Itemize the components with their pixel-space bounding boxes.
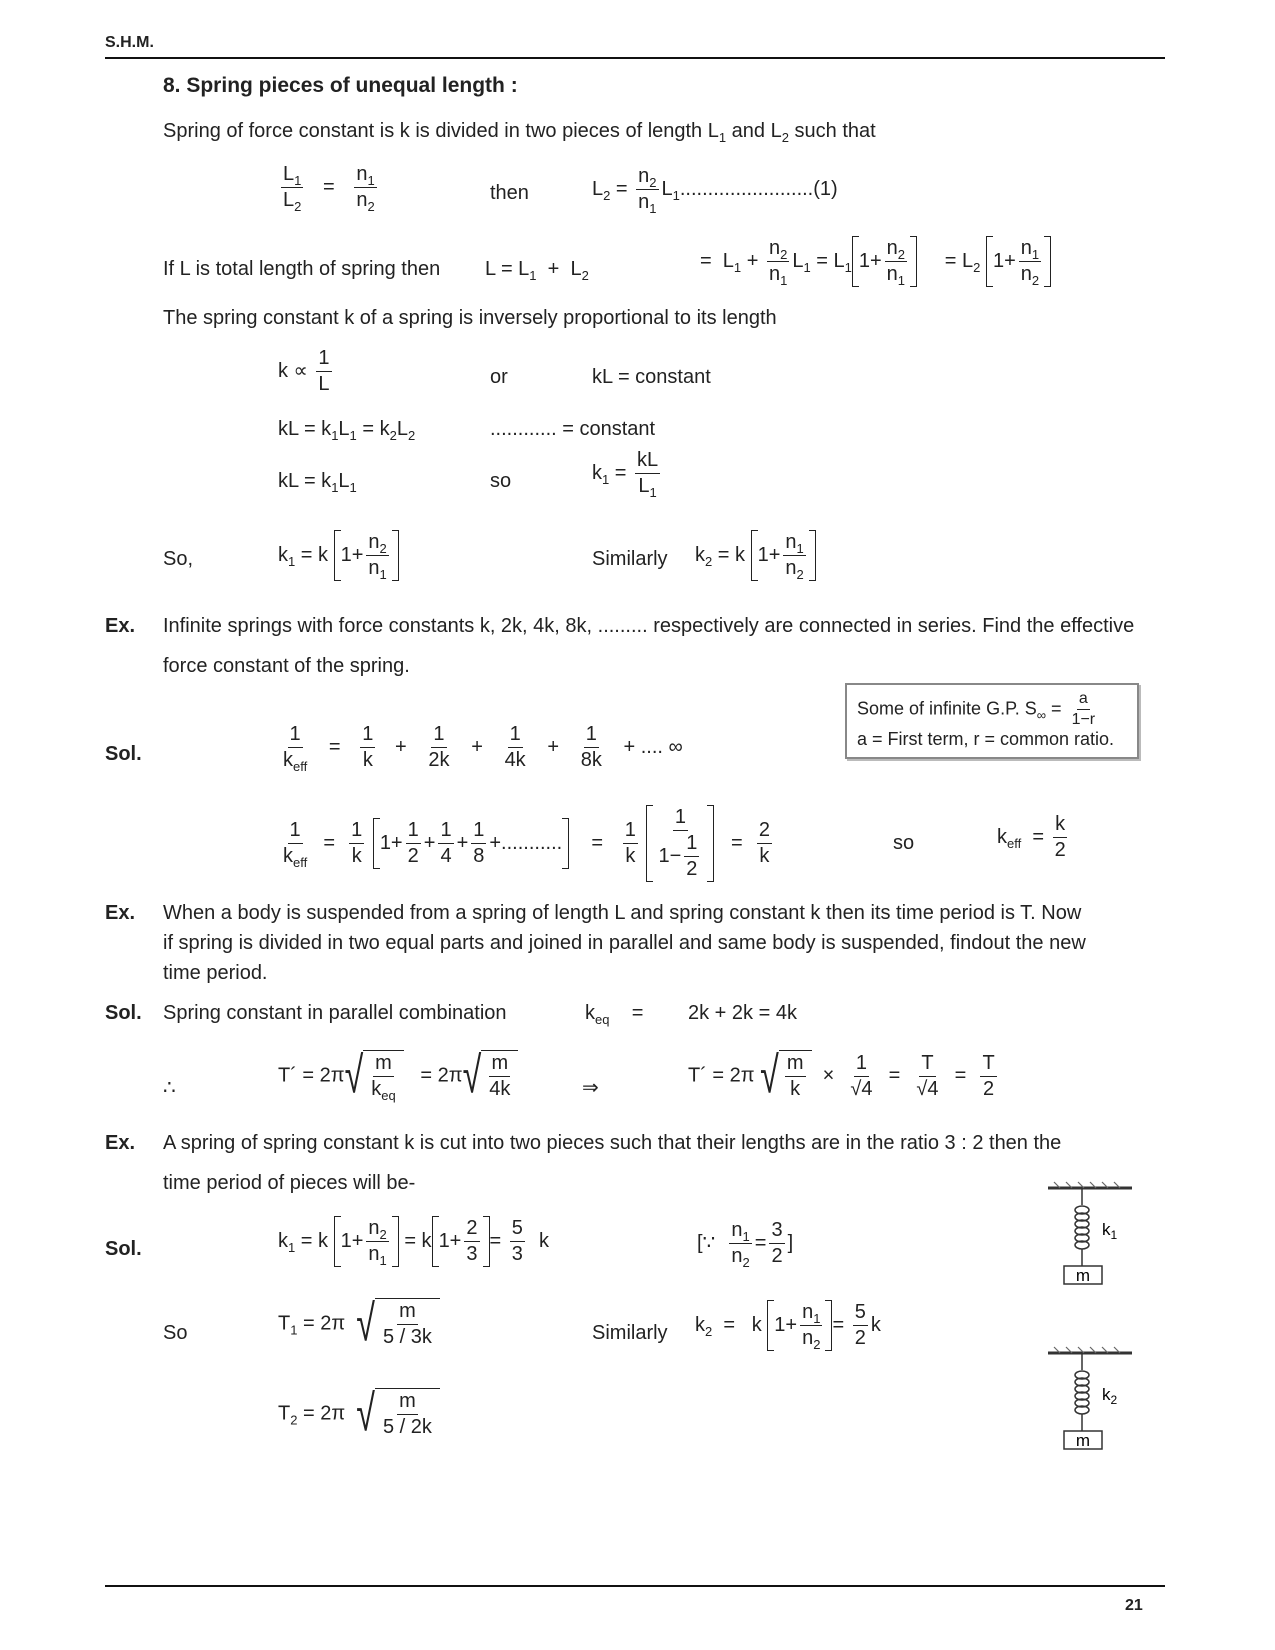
kl-product-eq: kL = $k_1L_1 = k_2L_2$ (278, 418, 416, 443)
t2-eq: $T_2 = 2\pi$ √ $\frac{m}{5 / 2k}$ (278, 1388, 440, 1440)
similarly-label: Similarly (592, 548, 668, 570)
gp-sum-formula: Some of infinite G.P. $S_\infty$ = $\frac{a}{1-r}$ (857, 690, 1096, 728)
new-period-result: T´ = 2π √ $\frac{m}{k}$ × $\frac{1}{√4}$ = $\frac{T}{√4}$ = $\frac{T}{2}$ (688, 1047, 995, 1105)
spring-k2-diagram (1040, 1345, 1150, 1455)
ex1-question-line1: Infinite springs with force constants k, 2k, 4k, 8k, ......... respectively are connected in series. Find the effective (163, 615, 1135, 637)
spring-k1-diagram (1040, 1180, 1150, 1290)
kl-k1l1: kL = $k_1L_1$ (278, 470, 357, 495)
ratio-given: [∵ $\frac{n_1}{n_2}$ = $\frac{3}{2}$ ] (697, 1219, 794, 1270)
eq-1: $L_2$ = $\frac{n_2}{n_1}$ $L_1........................(1)$ (592, 165, 838, 216)
ratio-equation: $\frac{L_1}{L_2}$ = $\frac{n_1}{n_2}$ (283, 163, 375, 214)
total-length-text: If L is total length of spring then (163, 258, 441, 280)
t1-eq: $T_1 = 2\pi$ √ $\frac{m}{5 / 3k}$ (278, 1298, 440, 1350)
new-period-eq: T´ = 2π √ $\frac{m}{k_{eq}}$ = 2π √ $\frac{m}{4k}$ (278, 1050, 518, 1102)
spring-coil (1075, 1371, 1089, 1414)
so-label: so (490, 470, 512, 492)
ex2-question-line2: if spring is divided in two equal parts and joined in parallel and same body is suspended, findout the new (163, 932, 1086, 954)
total-length-eq: $L = L_1 + L_2$ (485, 258, 589, 283)
therefore-symbol: ∴ (163, 1077, 176, 1099)
footer-rule (105, 1585, 1165, 1587)
k1-cut-eq: $k_1 = k$ 1+ $\frac{n_2}{n_1}$ = k 1+ $\frac{2}{3}$ = $\frac{5}{3}$ k (278, 1217, 549, 1268)
keq-value: 2k + 2k = 4k (688, 1002, 797, 1024)
k1-result: $k_1 = k$ 1+ $\frac{n_2}{n_1}$ (278, 530, 399, 581)
k1-formula: $k_1$ = $\frac{kL}{L_1}$ (592, 449, 659, 500)
inverse-statement: The spring constant k of a spring is inversely proportional to its length (163, 307, 777, 329)
keff-result: $k_{eff}$ = $\frac{k}{2}$ (997, 813, 1066, 861)
ex3-question-line1: A spring of spring constant k is cut into two pieces such that their lengths are in the ratio 3 : 2 then the (163, 1132, 1062, 1154)
ex3-so-label: So (163, 1322, 188, 1344)
page-number: 21 (1125, 1597, 1143, 1614)
ex2-sol-label: Sol. (105, 1002, 142, 1024)
kl-constant: kL = constant (592, 366, 711, 388)
so-comma: So, (163, 548, 194, 570)
ex3-question-line2: time period of pieces will be- (163, 1172, 416, 1194)
header-rule (105, 57, 1165, 59)
ex2-sol-text: Spring constant in parallel combination (163, 1002, 507, 1024)
ex1-question-line2: force constant of the spring. (163, 655, 410, 677)
ex1-sol-label: Sol. (105, 743, 142, 765)
mass-label: m (1075, 1266, 1091, 1285)
intro-line: Spring of force constant is k is divided in two pieces of length $L_1$ and $L_2$ such that (163, 120, 876, 145)
k2-cut-eq: $k_2 = k$ 1+ $\frac{n_1}{n_2}$ = $\frac{5}{2}$ k (695, 1301, 881, 1352)
implies-symbol: ⇒ (582, 1077, 599, 1099)
section-heading: 8. Spring pieces of unequal length : (163, 74, 518, 97)
series-factored-eq: $\frac{1}{k_{eff}}$ = $\frac{1}{k}$ 1+ $\frac{1}{2}$ + $\frac{1}{4}$ + $\frac{1}{8}$ +........... = $\frac{1}{k}$ 1 1− $\frac{1}{2}$ = $\frac{2}{k}$ (283, 806, 770, 880)
k-proportional: k ∝ $\frac{1}{L}$ (278, 347, 330, 395)
or-label: or (490, 366, 508, 388)
ex3-similarly-label: Similarly (592, 1322, 668, 1344)
keq-label: $k_{eq}$ = (585, 1002, 644, 1027)
total-length-expansion: = $L_1$ + $\frac{n_2}{n_1}$ $L_1 = L_1$ 1+ $\frac{n_2}{n_1}$ = $L_2$ 1+ $\frac{n_1}{n_2}$ (700, 236, 1051, 287)
mass-label: m (1075, 1431, 1091, 1450)
ex3-label: Ex. (105, 1132, 136, 1154)
k1-label: $k_1$ (1102, 1220, 1118, 1242)
dots-constant: ............ = constant (490, 418, 656, 440)
ex1-label: Ex. (105, 615, 136, 637)
gp-note-box (845, 683, 1139, 759)
k2-label: $k_2$ (1102, 1385, 1118, 1407)
ex3-sol-label: Sol. (105, 1238, 142, 1260)
then-label: then (490, 182, 529, 204)
running-header: S.H.M. (105, 34, 154, 51)
ex2-label: Ex. (105, 902, 136, 924)
spring-coil (1075, 1206, 1089, 1249)
k2-result: $k_2 = k$ 1+ $\frac{n_1}{n_2}$ (695, 530, 816, 581)
gp-definitions: a = First term, r = common ratio. (857, 729, 1115, 749)
series-sum-eq: $\frac{1}{k_{eff}}$ = $\frac{1}{k}$ + $\frac{1}{2k}$ + $\frac{1}{4k}$ + $\frac{1}{8k}$ + .... ∞ (283, 723, 683, 774)
ex2-question-line3: time period. (163, 962, 268, 984)
ex2-question-line1: When a body is suspended from a spring of length L and spring constant k then its time period is T. Now (163, 902, 1082, 924)
ex1-so-label: so (893, 832, 915, 854)
